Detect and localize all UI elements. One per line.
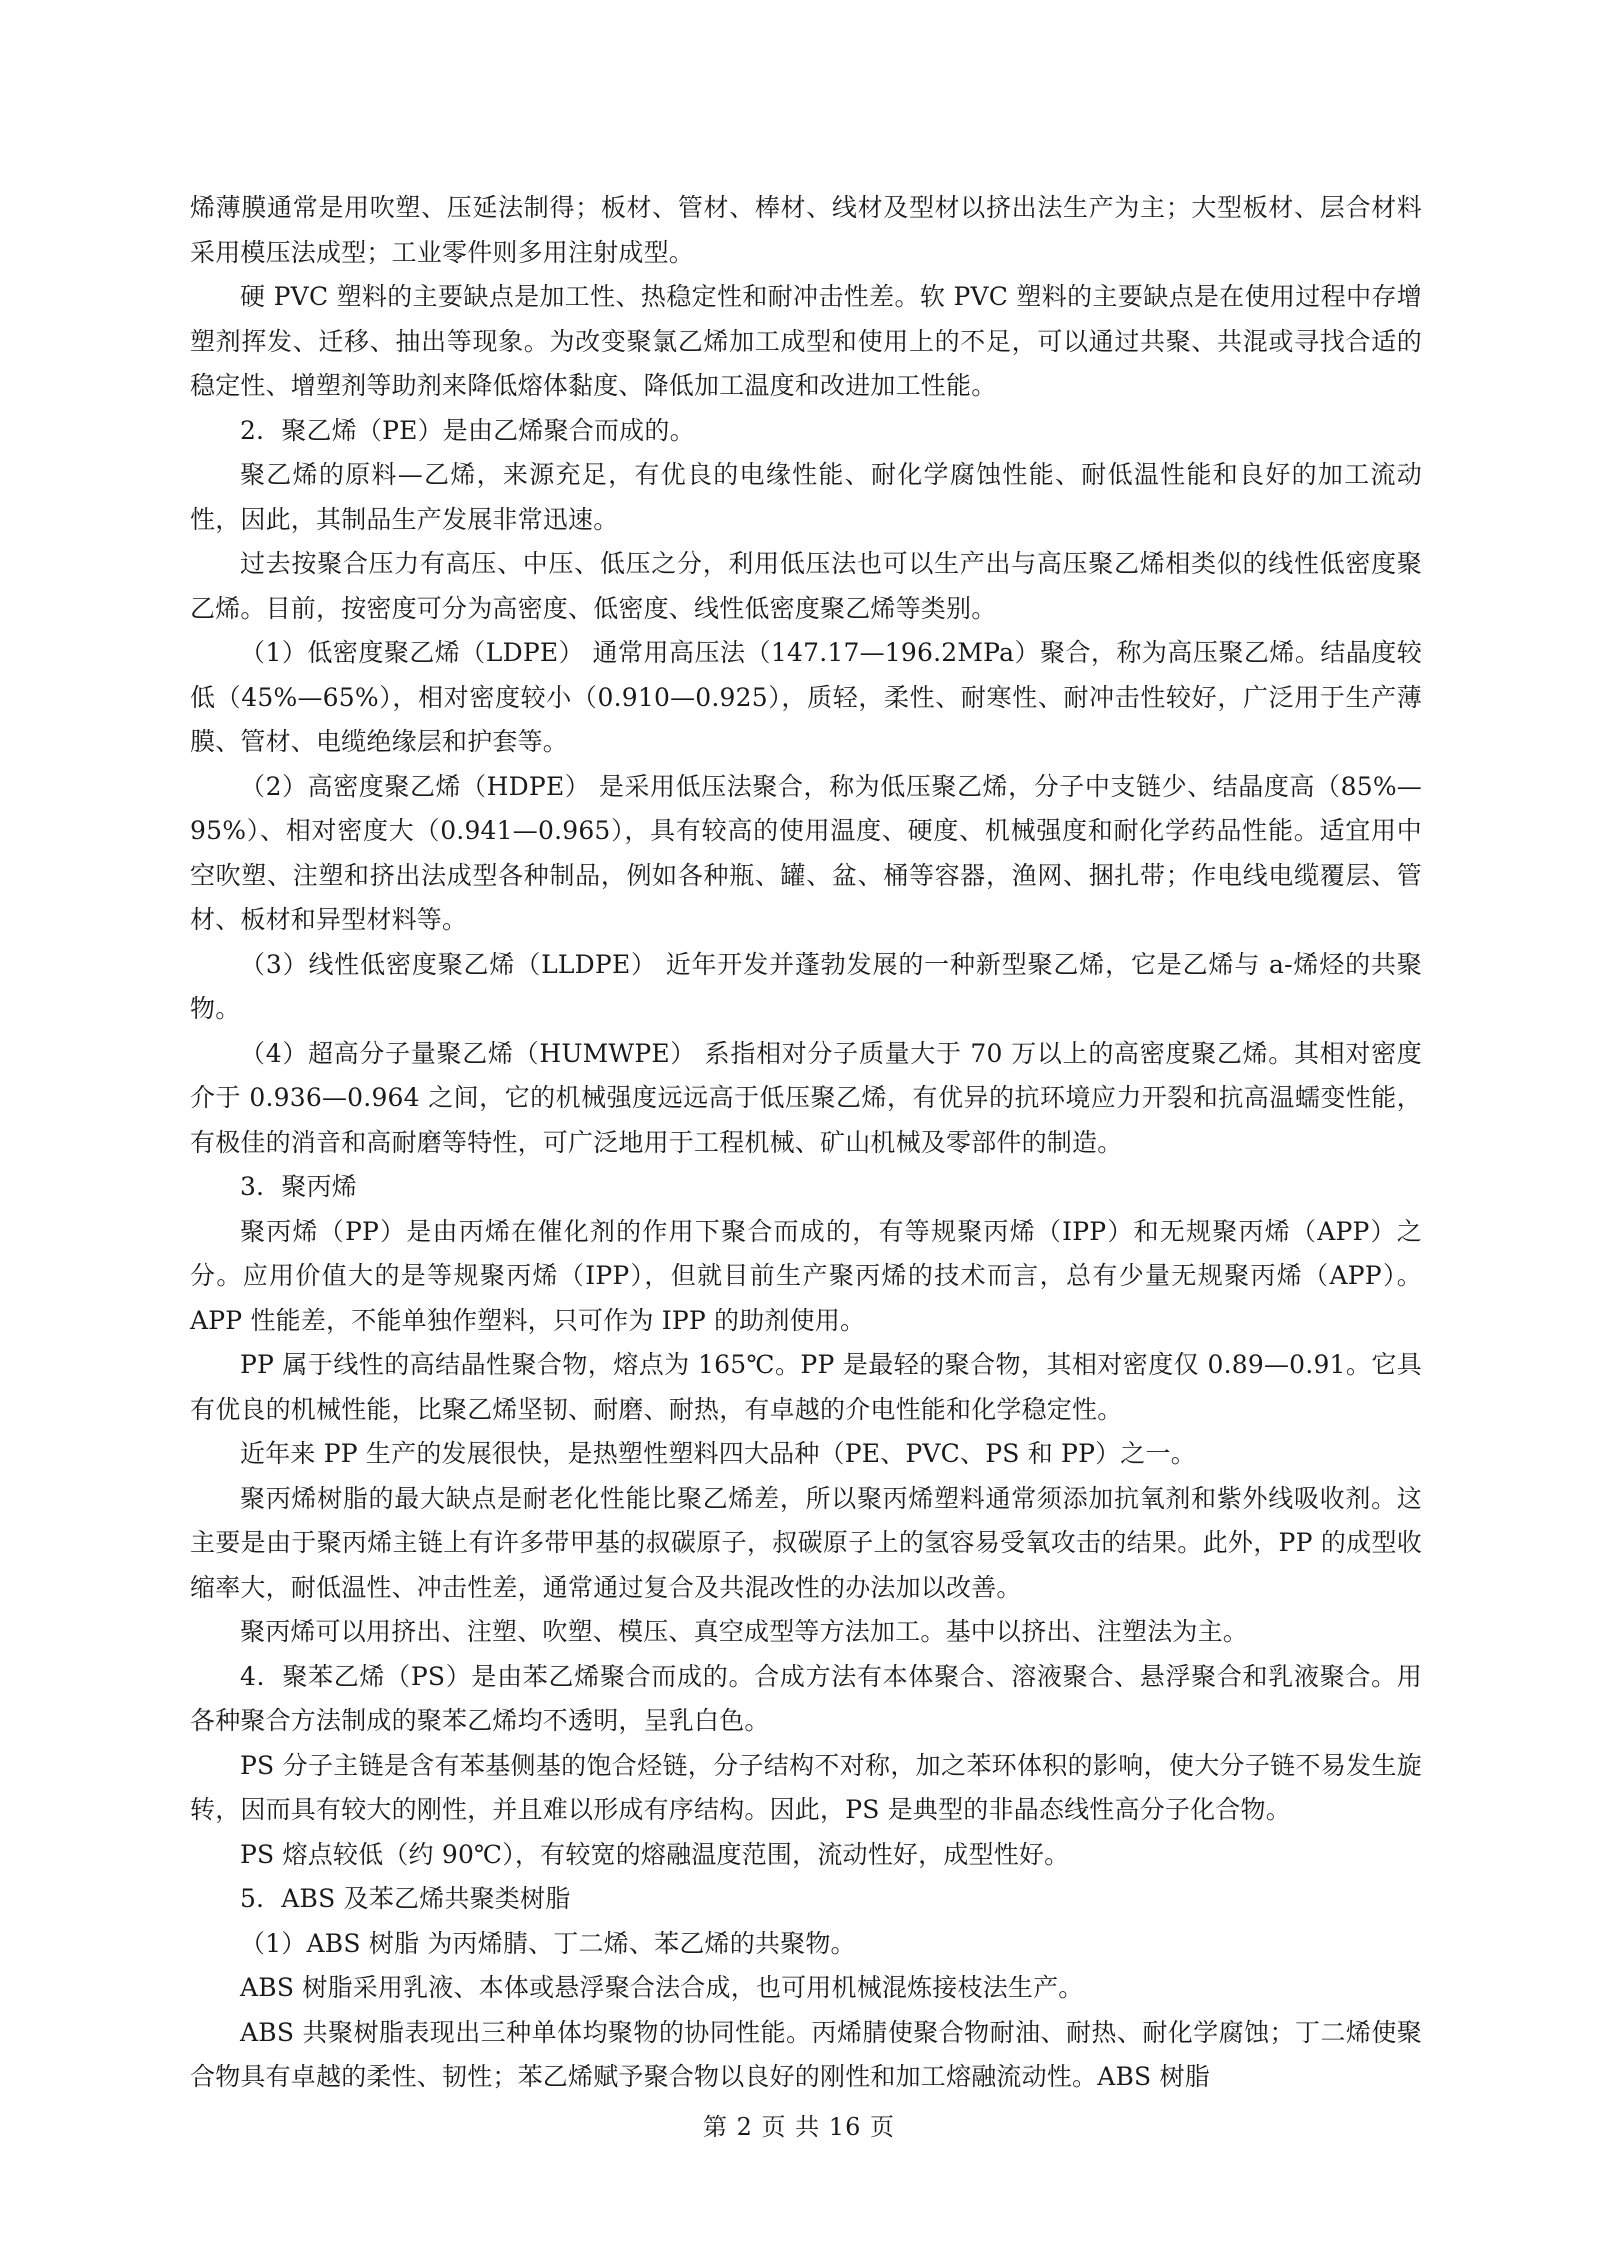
paragraph: （3）线性低密度聚乙烯（LLDPE） 近年开发并蓬勃发展的一种新型聚乙烯，它是乙烯与 a-烯烃的共聚物。: [190, 949, 1422, 1023]
paragraph: 3．聚丙烯: [240, 1172, 357, 1201]
paragraph: PP 属于线性的高结晶性聚合物，熔点为 165℃。PP 是最轻的聚合物，其相对密度仅 0.89—0.91。它具有优良的机械性能，比聚乙烯坚韧、耐磨、耐热，有卓越的介电性能和化学稳定性。: [190, 1350, 1422, 1424]
document-body: [190, 186, 1422, 2100]
paragraph: ABS 共聚树脂表现出三种单体均聚物的协同性能。丙烯腈使聚合物耐油、耐热、耐化学腐蚀；丁二烯使聚合物具有卓越的柔性、韧性；苯乙烯赋予聚合物以良好的刚性和加工熔融流动性。ABS 树脂: [190, 2017, 1422, 2091]
paragraph: （2）高密度聚乙烯（HDPE） 是采用低压法聚合，称为低压聚乙烯，分子中支链少、结晶度高（85%—95%）、相对密度大（0.941—0.965），具有较高的使用温度、硬度、机械强度和耐化学药品性能。适宜用中空吹塑、注塑和挤出法成型各种制品，例如各种瓶、罐、盆、桶等容器，渔网、捆扎带；作电线电缆覆层、管材、板材和异型材料等。: [190, 771, 1422, 934]
paragraph: 烯薄膜通常是用吹塑、压延法制得；板材、管材、棒材、线材及型材以挤出法生产为主；大型板材、层合材料采用模压法成型；工业零件则多用注射成型。: [190, 193, 1422, 267]
paragraph: 聚丙烯树脂的最大缺点是耐老化性能比聚乙烯差，所以聚丙烯塑料通常须添加抗氧剂和紫外线吸收剂。这主要是由于聚丙烯主链上有许多带甲基的叔碳原子，叔碳原子上的氢容易受氧攻击的结果。此外，PP 的成型收缩率大，耐低温性、冲击性差，通常通过复合及共混改性的办法加以改善。: [190, 1483, 1422, 1602]
paragraph: 聚乙烯的原料—乙烯，来源充足，有优良的电缘性能、耐化学腐蚀性能、耐低温性能和良好的加工流动性，因此，其制品生产发展非常迅速。: [190, 460, 1422, 534]
paragraph: （4）超高分子量聚乙烯（HUMWPE） 系指相对分子质量大于 70 万以上的高密度聚乙烯。其相对密度介于 0.936—0.964 之间，它的机械强度远远高于低压聚乙烯，有优异的抗环境应力开裂和抗高温蠕变性能，有极佳的消音和高耐磨等特性，可广泛地用于工程机械、矿山机械及零部件的制造。: [190, 1038, 1422, 1157]
paragraph: 近年来 PP 生产的发展很快，是热塑性塑料四大品种（PE、PVC、PS 和 PP）之一。: [240, 1439, 1196, 1468]
page-footer: 第 2 页 共 16 页: [703, 2113, 895, 2141]
paragraph: （1）低密度聚乙烯（LDPE） 通常用高压法（147.17—196.2MPa）聚合，称为高压聚乙烯。结晶度较低（45%—65%），相对密度较小（0.910—0.925），质轻，柔性、耐寒性、耐冲击性较好，广泛用于生产薄膜、管材、电缆绝缘层和护套等。: [190, 638, 1422, 756]
paragraph: 过去按聚合压力有高压、中压、低压之分，利用低压法也可以生产出与高压聚乙烯相类似的线性低密度聚乙烯。目前，按密度可分为高密度、低密度、线性低密度聚乙烯等类别。: [190, 549, 1422, 623]
paragraph: PS 熔点较低（约 90℃），有较宽的熔融温度范围，流动性好，成型性好。: [240, 1839, 1070, 1869]
paragraph: 5．ABS 及苯乙烯共聚类树脂: [240, 1884, 571, 1913]
paragraph: 聚丙烯（PP）是由丙烯在催化剂的作用下聚合而成的，有等规聚丙烯（IPP）和无规聚丙烯（APP）之分。应用价值大的是等规聚丙烯（IPP），但就目前生产聚丙烯的技术而言，总有少量无规聚丙烯（APP）。APP 性能差，不能单独作塑料，只可作为 IPP 的助剂使用。: [190, 1216, 1422, 1335]
paragraph: PS 分子主链是含有苯基侧基的饱合烃链，分子结构不对称，加之苯环体积的影响，使大分子链不易发生旋转，因而具有较大的刚性，并且难以形成有序结构。因此，PS 是典型的非晶态线性高分子化合物。: [190, 1750, 1422, 1824]
paragraph: 4．聚苯乙烯（PS）是由苯乙烯聚合而成的。合成方法有本体聚合、溶液聚合、悬浮聚合和乳液聚合。用各种聚合方法制成的聚苯乙烯均不透明，呈乳白色。: [190, 1661, 1422, 1735]
paragraph: 硬 PVC 塑料的主要缺点是加工性、热稳定性和耐冲击性差。软 PVC 塑料的主要缺点是在使用过程中存增塑剂挥发、迁移、抽出等现象。为改变聚氯乙烯加工成型和使用上的不足，可以通过共聚、共混或寻找合适的稳定性、增塑剂等助剂来降低熔体黏度、降低加工温度和改进加工性能。: [190, 282, 1422, 400]
paragraph: ABS 树脂采用乳液、本体或悬浮聚合法合成，也可用机械混炼接枝法生产。: [240, 1973, 1084, 2002]
paragraph: 聚丙烯可以用挤出、注塑、吹塑、模压、真空成型等方法加工。基中以挤出、注塑法为主。: [240, 1617, 1249, 1646]
paragraph: 2．聚乙烯（PE）是由乙烯聚合而成的。: [240, 415, 695, 445]
paragraph: （1）ABS 树脂 为丙烯腈、丁二烯、苯乙烯的共聚物。: [240, 1928, 856, 1958]
